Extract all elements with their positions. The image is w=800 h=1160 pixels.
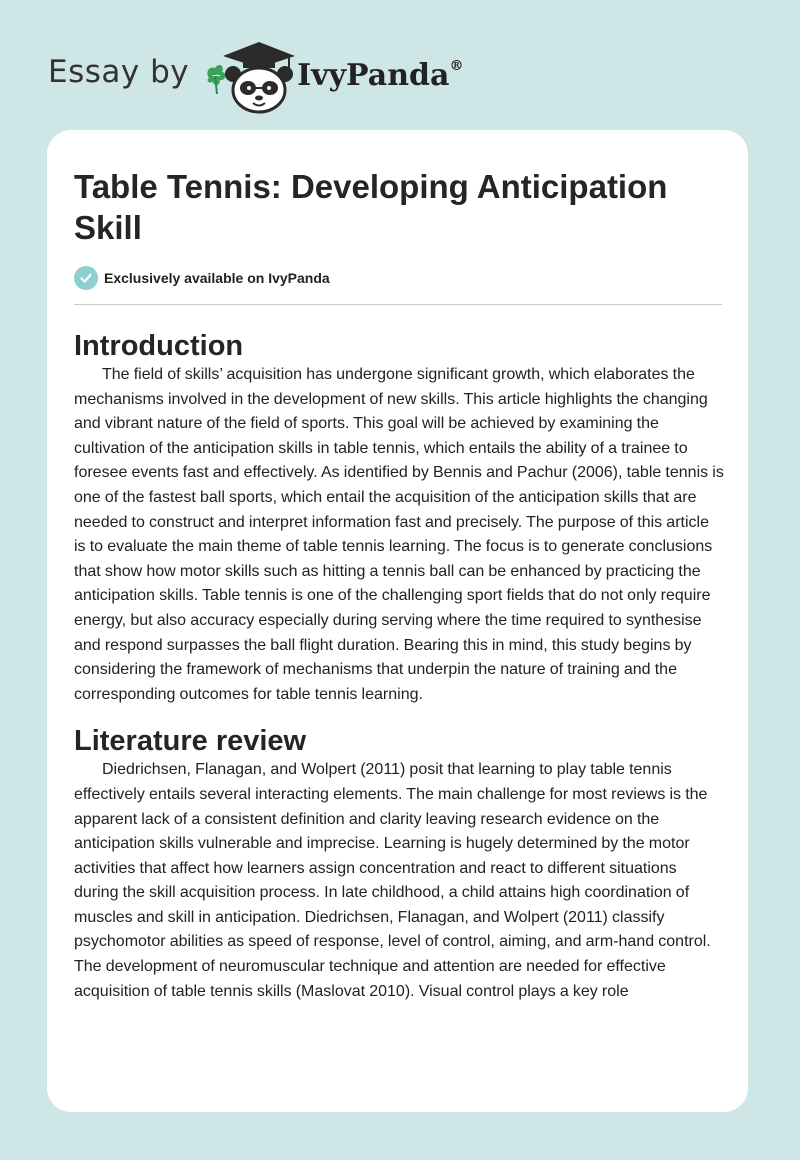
brand-name[interactable] xyxy=(297,58,463,93)
check-circle-icon xyxy=(74,266,98,290)
section-heading-literature-review: Literature review xyxy=(74,725,307,758)
essay-by-label: Essay by xyxy=(48,54,190,90)
article-title: Table Tennis: Developing Anticipation Skill xyxy=(74,168,668,246)
exclusive-label: Exclusively available on IvyPanda xyxy=(104,270,330,286)
literature-review-paragraph: Diedrichsen, Flanagan, and Wolpert (2011) posit that learning to play table tennis effectively entails several interacting elements. The main challenge for most reviews is the apparent lack of a consistent definition and clarity leaving research evidence on the anticipation skills vulnerable and imprecise. Learning is hugely determined by the motor activities that affect how learners assign concentration and react to different situations during the skill acquisition process. In late childhood, a child attains high coordination of muscles and skill in anticipation. Diedrichsen, Flanagan, and Wolpert (2011) classify psychomotor abilities as speed of response, level of control, aiming, and arm-hand control. The development of neuromuscular technique and attention are needed for effective acquisition of table tennis skills (Maslovat 2010). Visual control plays a key role xyxy=(74,761,711,1000)
section-heading-introduction: Introduction xyxy=(74,330,244,362)
brand-text: IvyPanda xyxy=(297,57,450,93)
panda-logo-icon[interactable] xyxy=(203,38,295,114)
ivy-leaf-icon xyxy=(207,65,225,94)
title-divider xyxy=(74,304,722,305)
introduction-paragraph: The field of skills’ acquisition has undergone significant growth, which elaborates the mechanisms involved in the development of new skills. This article highlights the changing and vibrant nature of the field of sports. This goal will be achieved by examining the cultivation of the anticipation skills in table tennis, which entails the ability of a trainee to foresee events fast and effectively. As identified by Bennis and Pachur (2006), table tennis is one of the fastest ball sports, which entail the acquisition of the anticipation skills that are needed to construct and interpret information fast and precisely. The purpose of this article is to evaluate the main theme of table tennis learning. The focus is to generate conclusions that show how motor skills such as hitting a tennis ball can be enhanced by practicing the anticipation skills. Table tennis is one of the challenging sport fields that do not only require energy, but also accuracy especially during serving where the time required to synthesise and respond surpasses the ball flight duration. Bearing this in mind, this study begins by considering the framework of mechanisms that underpin the nature of training and the corresponding outcomes for table tennis learning. xyxy=(74,366,724,703)
article-card xyxy=(47,130,748,1112)
site-header xyxy=(48,36,463,116)
exclusive-badge xyxy=(74,266,721,290)
registered-mark: ® xyxy=(449,57,464,74)
